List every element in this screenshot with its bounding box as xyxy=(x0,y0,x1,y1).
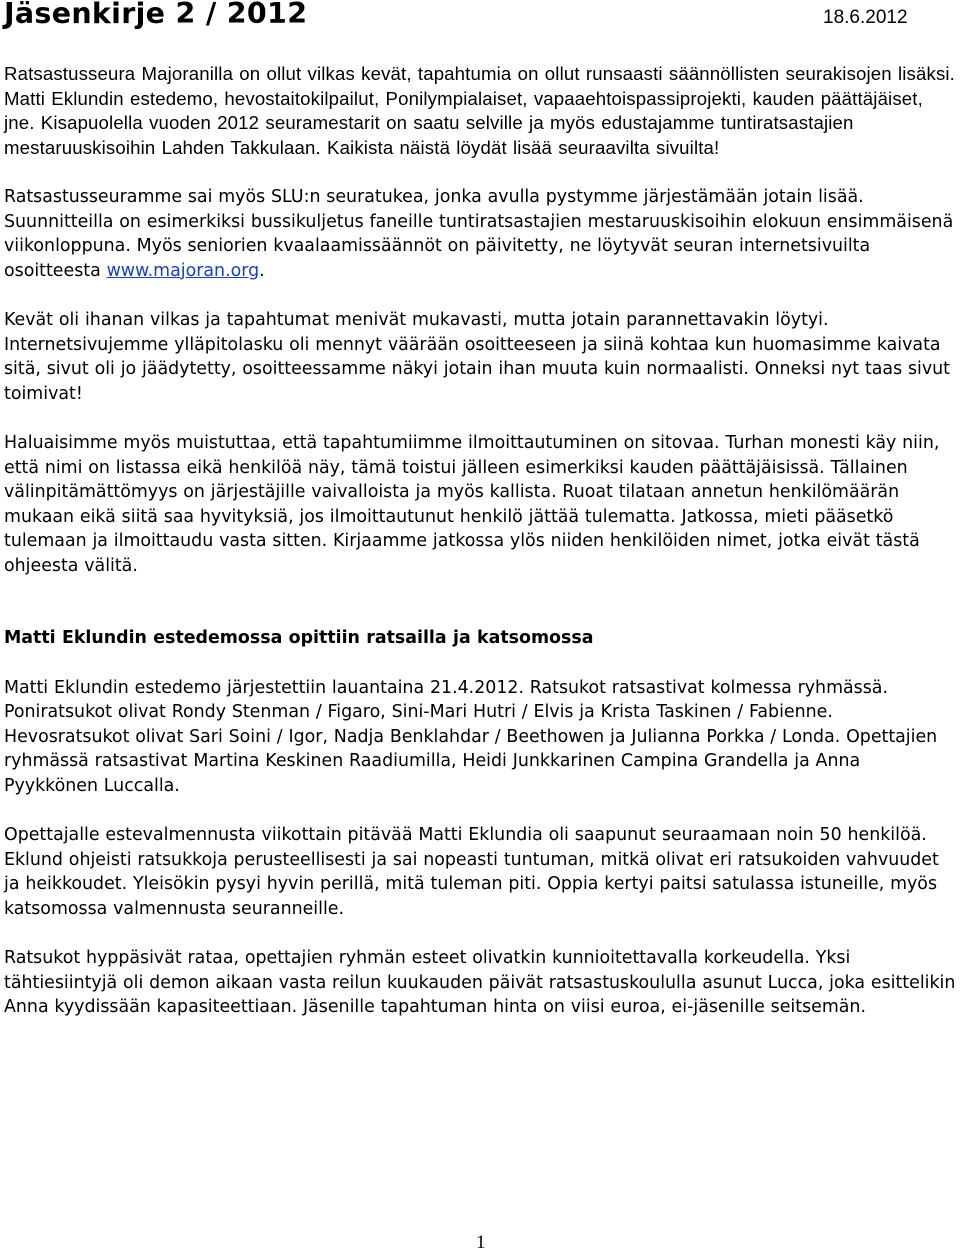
intro-paragraph xyxy=(4,62,956,160)
newsletter-title: Jäsenkirje 2 / 2012 xyxy=(4,0,308,30)
article-paragraph-2: Opettajalle estevalmennusta viikottain pitävää Matti Eklundia oli saapunut seuraamaan noin 50 henkilöä. Eklund ohjeisti ratsukkoja perusteellisesti ja sai nopeasti tuntuman, mitkä olivat eri ratsukoiden vahvuudet ja heikkoudet. Yleisökin pysyi hyvin perillä, mitä tuleman piti. Oppia kertyi paitsi satulassa istuneille, myös katsomossa valmennusta seuranneille. xyxy=(4,825,939,919)
article-paragraph-1: Matti Eklundin estedemo järjestettiin lauantaina 21.4.2012. Ratsukot ratsastivat kolmessa ryhmässä. Poniratsukot olivat Rondy Stenman / Figaro, Sini-Mari Hutri / Elvis ja Krista Taskinen / Fabienne. Hevosratsukot olivat Sari Soini / Igor, Nadja Benklahdar / Beethowen ja Julianna Porkka / Londa. Opettajien ryhmässä ratsastivat Martina Keskinen Raadiumilla, Heidi Junkkarinen Campina Grandella ja Anna Pyykkönen Luccalla. xyxy=(4,677,938,797)
newsletter-date: 18.6.2012 xyxy=(823,7,908,28)
intro-text-more: Kaikista näistä löydät lisää seuraavilta sivuilta! xyxy=(327,136,720,158)
page-number: 1 xyxy=(476,1232,486,1253)
seuratuki-text: Ratsastusseuramme sai myös SLU:n seuratukea, jonka avulla pystymme järjestämään jotain lisää. Suunnitteilla on esimerkiksi bussikuljetus faneille tuntiratsastajien mestaruuskisoihin elokuun ensimmäisenä viikonloppuna. Myös seniorien kvaalaamissäännöt on päivitetty, ne löytyvät seuran internetsivuilta osoitteesta xyxy=(4,186,954,281)
website-link[interactable]: www.majoran.org xyxy=(106,260,260,281)
document-header xyxy=(4,0,956,62)
seuratuki-paragraph xyxy=(4,185,956,283)
kevat-paragraph: Kevät oli ihanan vilkas ja tapahtumat menivät mukavasti, mutta jotain parannettavakin löytyi. Internetsivujemme ylläpitolasku oli mennyt väärään osoitteeseen ja siinä kohtaa kun huomasimme kaivata sitä, sivut oli jo jäädytetty, osoitteessamme näkyi jotain ihan muuta kuin normaalisti. Onneksi nyt taas sivut toimivat! xyxy=(4,309,950,404)
document-page xyxy=(4,0,956,1020)
article-heading: Matti Eklundin estedemossa opittiin ratsailla ja katsomossa xyxy=(4,628,594,649)
ilmoittautuminen-paragraph: Haluaisimme myös muistuttaa, että tapahtumiimme ilmoittautuminen on sitovaa. Turhan monesti käy niin, että nimi on listassa eikä henkilöä näy, tämä toistui jälleen esimerkiksi kauden päättäjäisissä. Tällainen välinpitämättömyys on järjestäjille vaivalloista ja myös kallista. Ruoat tilataan annetun henkilömäärän mukaan eikä siitä saa hyvityksiä, jos ilmoittautunut henkilö jättää tulematta. Jatkossa, mieti pääsetkö tulemaan ja ilmoittaudu vasta sitten. Kirjaamme jatkossa ylös niiden henkilöiden nimet, jotka eivät tästä ohjeesta välitä. xyxy=(4,432,940,576)
seuratuki-text-end: . xyxy=(259,260,265,281)
intro-text: Ratsastusseura Majoranilla on ollut vilkas kevät, tapahtumia on ollut runsaasti säännöllisten seurakisojen lisäksi. Matti Eklundin estedemo, hevostaitokilpailut, Ponilympialaiset, vapaaehtoispassiprojekti, kauden päättäjäiset, jne. Kisapuolella vuoden 2012 seuramestarit on saatu selville ja myös edustajamme tuntiratsastajien mestaruuskisoihin Lahden Takkulaan. xyxy=(4,63,955,158)
article-paragraph-3: Ratsukot hyppäsivät rataa, opettajien ryhmän esteet olivatkin kunnioitettavalla korkeudella. Yksi tähtiesiintyjä oli demon aikaan vasta reilun kuukauden päivät ratsastuskoululla asunut Lucca, joka esittelikin Anna kyydissään kapasiteettiaan. Jäsenille tapahtuman hinta on viisi euroa, ei-jäsenille seitsemän. xyxy=(4,948,956,1018)
